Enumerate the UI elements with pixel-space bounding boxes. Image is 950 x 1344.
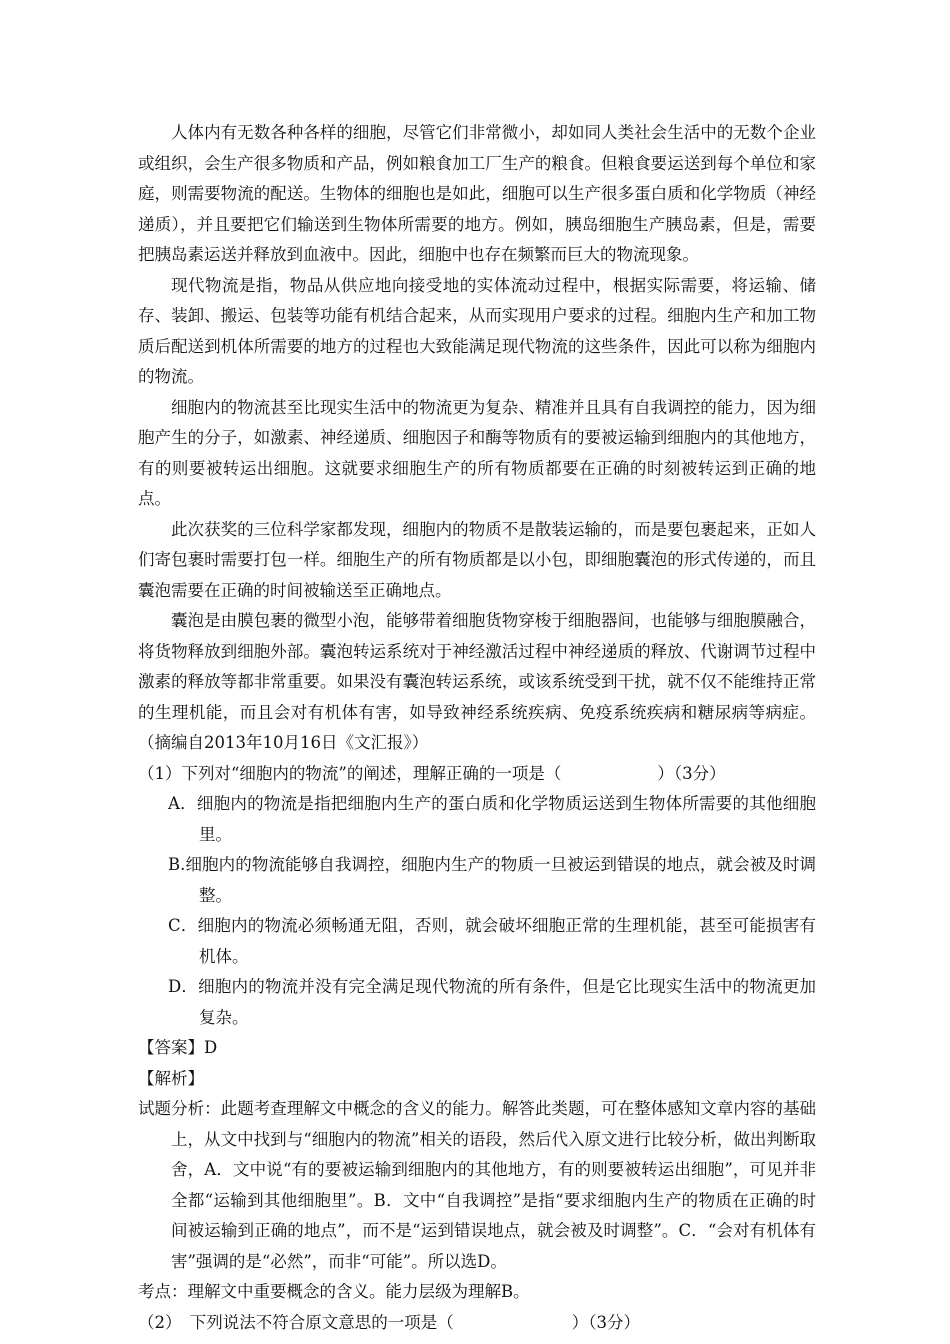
question-2-stem-text: （2） 下列说法不符合原文意思的一项是（ <box>138 1312 454 1332</box>
question-1-option-a: A．细胞内的物流是指把细胞内生产的蛋白质和化学物质运送到生物体所需要的其他细胞里。 <box>168 794 816 844</box>
question-2-stem <box>138 1308 816 1339</box>
question-1-option-d: D．细胞内的物流并没有完全满足现代物流的所有条件，但是它比现实生活中的物流更加复杂。 <box>168 977 816 1027</box>
document-page <box>138 118 816 1338</box>
question-1-option-b: B.细胞内的物流能够自我调控，细胞内生产的物质一旦被运到错误的地点，就会被及时调整。 <box>168 855 816 905</box>
passage-paragraph-1: 人体内有无数各种各样的细胞，尽管它们非常微小，却如同人类社会生活中的无数个企业或组织，会生产很多物质和产品，例如粮食加工厂生产的粮食。但粮食要运送到每个单位和家庭，则需要物流的配送。生物体的细胞也是如此，细胞可以生产很多蛋白质和化学物质（神经递质），并且要把它们输送到生物体所需要的地方。例如，胰岛细胞生产胰岛素，但是，需要把胰岛素运送并释放到血液中。因此，细胞中也存在频繁而巨大的物流现象。 <box>138 123 816 264</box>
passage-paragraph-5: 囊泡是由膜包裹的微型小泡，能够带着细胞货物穿梭于细胞器间，也能够与细胞膜融合，将货物释放到细胞外部。囊泡转运系统对于神经激活过程中神经递质的释放、代谢调节过程中激素的释放等都非常重要。如果没有囊泡转运系统，或该系统受到干扰，就不仅不能维持正常的生理机能，而且会对有机体有害，如导致神经系统疾病、免疫系统疾病和糖尿病等病症。（摘编自2013年10月16日《文汇报》） <box>138 611 816 752</box>
passage-paragraph-3: 细胞内的物流甚至比现实生活中的物流更为复杂、精准并且具有自我调控的能力，因为细胞产生的分子，如激素、神经递质、细胞因子和酶等物质有的要被运输到细胞内的其他地方，有的则要被转运出细胞。这就要求细胞生产的所有物质都要在正确的时刻被转运到正确的地点。 <box>138 397 816 508</box>
keypoint-text: 考点：理解文中重要概念的含义。能力层级为理解B。 <box>138 1282 530 1301</box>
question-1-points: ）（3分） <box>657 763 726 783</box>
analysis-text: 试题分析：此题考查理解文中概念的含义的能力。解答此类题，可在整体感知文章内容的基础上，从文中找到与“细胞内的物流”相关的语段，然后代入原文进行比较分析，做出判断取舍，A．文中说“有的要被运输到细胞内的其他地方，有的则要被转运出细胞”，可见并非全都“运输到其他细胞里”。B．文中“自我调控”是指“要求细胞内生产的物质在正确的时间被运输到正确的地点”，而不是“运到错误地点，就会被及时调整”。C．“会对有机体有害”强调的是“必然”，而非“可能”。所以选D。 <box>138 1099 816 1271</box>
passage-paragraph-4: 此次获奖的三位科学家都发现，细胞内的物质不是散装运输的，而是要包裹起来，正如人们寄包裹时需要打包一样。细胞生产的所有物质都是以小包，即细胞囊泡的形式传递的，而且囊泡需要在正确的时间被输送至正确地点。 <box>138 519 816 600</box>
question-1-stem <box>138 759 816 790</box>
analysis-label: 【解析】 <box>138 1068 204 1088</box>
question-1-option-c: C．细胞内的物流必须畅通无阻，否则，就会破坏细胞正常的生理机能，甚至可能损害有机体。 <box>168 916 816 966</box>
question-1-stem-text: （1）下列对“细胞内的物流”的阐述，理解正确的一项是（ <box>138 763 562 783</box>
answer-line: 【答案】D <box>138 1038 218 1057</box>
passage-paragraph-2: 现代物流是指，物品从供应地向接受地的实体流动过程中，根据实际需要，将运输、储存、装卸、搬运、包装等功能有机结合起来，从而实现用户要求的过程。细胞内生产和加工物质后配送到机体所需要的地方的过程也大致能满足现代物流的这些条件，因此可以称为细胞内的物流。 <box>138 275 816 386</box>
question-2-points: ）（3分） <box>571 1312 640 1332</box>
